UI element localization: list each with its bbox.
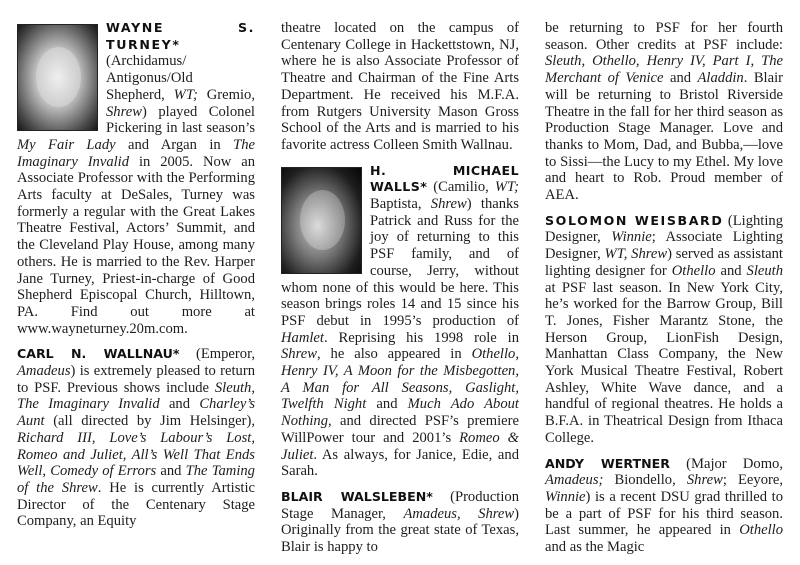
text-run: ) thanks Patrick and Russ for the joy of returning to this PSF family, and of course, Jerry, without whom none of this would be here. This season brings roles 14 and 15 since his PSF debut in 1995’s production of <box>281 196 519 329</box>
italic-title: WT; <box>173 86 198 103</box>
text-run: and as the Magic <box>545 539 645 556</box>
text-run: Baptista, <box>370 196 431 213</box>
italic-title: Othello, Henry IV, A Moon for the Misbegotten, A Man for All Seasons, Gaslight, Twelfth Night <box>281 346 519 413</box>
bio-text <box>281 20 519 153</box>
bio-text <box>17 346 255 529</box>
italic-title: Richard III, Love’s Labour’s Lost, Romeo and Juliet, All’s Well That Ends Well, Comedy of Errors <box>17 429 255 480</box>
bio-name: ANDY WERTNER <box>545 455 670 471</box>
text-run: and <box>366 396 408 413</box>
text-run: (Emperor, <box>179 346 255 363</box>
italic-title: Much Ado About Nothing <box>281 396 519 430</box>
text-run: ) served as assistant lighting designer for <box>545 246 783 279</box>
text-run: ) played Colonel Pickering in last season’s <box>106 103 255 137</box>
face-shape <box>36 47 81 107</box>
italic-title: Othello <box>671 262 716 279</box>
text-run: ) is a recent DSU grad thrilled to be a part of PSF for his third season. Last summer, he appeared in <box>545 488 783 539</box>
text-run: at PSF last season. In New York City, he’s worked for the Barrow Group, Bill T. Jones, Fisher Marantz Stone, the Herson Group, LionFish Design, Manhattan Class Company, the New York Musical Theatre Festival, Robert Ashley, White Wave dance, and a handful of regional theatres. He holds a B.F.A. in Theatrical Design from Ithaca College. <box>545 279 783 446</box>
italic-title: Aladdin <box>697 70 744 87</box>
text-run: and <box>159 396 200 413</box>
face-shape <box>300 190 345 250</box>
bio-blair-walsleben <box>281 489 519 556</box>
column-2 <box>281 20 519 565</box>
italic-title: The Imaginary Invalid <box>17 136 255 170</box>
bio-h-michael-walls <box>281 163 519 480</box>
italic-title: Othello <box>739 522 783 539</box>
bio-name: BLAIR WALSLEBEN* <box>281 488 433 504</box>
text-run: be returning to PSF for her fourth season. Other credits at PSF include: <box>545 20 783 53</box>
italic-title: Amadeus, Shrew <box>403 505 515 522</box>
italic-title: Shrew <box>106 103 142 120</box>
italic-title: Shrew <box>686 472 723 489</box>
text-run: , he also appeared in <box>316 346 472 363</box>
text-run: ; Associate Lighting Designer, <box>545 229 783 263</box>
bio-andy-wertner <box>545 456 783 556</box>
italic-title: Winnie <box>545 488 586 505</box>
italic-title: WT, Shrew <box>604 246 668 263</box>
italic-title: Shrew <box>281 346 317 363</box>
italic-title: Sleuth, The Imaginary Invalid <box>17 379 255 413</box>
bio-wayne-turney <box>17 20 255 337</box>
text-run: and <box>156 463 186 480</box>
text-run: (Camilio, <box>427 179 495 196</box>
italic-title: The Taming of the Shrew <box>17 463 255 496</box>
text-run: Gremio, <box>197 86 255 103</box>
bio-name: WAYNE S. TURNEY* <box>106 20 255 52</box>
text-run: (Production Stage Manager, <box>281 488 520 522</box>
italic-title: Amadeus; <box>545 472 604 489</box>
text-run: (all directed by Jim Helsinger), <box>44 413 255 430</box>
text-run: ) Originally from the great state of Texas, Blair is happy to <box>281 505 519 556</box>
text-run: and <box>715 262 747 279</box>
text-run: . He is currently Artistic Director of the Centenary Stage Company, an Equity <box>17 479 255 530</box>
portrait-photo <box>17 24 98 131</box>
text-run: theatre located on the campus of Centenary College in Hackettstown, NJ, where he is also Associate Professor of Theatre and Chairman of the Fine Arts Department. He received his M.F.A. from Rutgers University Mason Gross School of the Arts and is married to his favorite actress Colleen Smith Wallnau. <box>281 20 519 153</box>
bio-name: CARL N. WALLNAU* <box>17 346 180 362</box>
text-run: . As always, for Janice, Edie, and Sarah. <box>281 446 519 480</box>
bio-blair-walsleben-continued <box>545 20 783 204</box>
text-run: (Major Domo, <box>669 455 783 472</box>
text-run: ) is extremely pleased to return to PSF. Previous shows include <box>17 363 255 396</box>
text-run: , and directed PSF’s premiere WillPower tour and 2001’s <box>281 413 519 446</box>
text-run: Biondello, <box>603 472 687 489</box>
italic-title: Romeo & Juliet <box>281 429 519 463</box>
text-run: and Argan in <box>115 136 234 153</box>
column-1 <box>17 20 255 539</box>
text-run: and <box>663 70 698 87</box>
column-3 <box>545 20 783 565</box>
text-run: ; Eeyore, <box>722 472 783 489</box>
italic-title: Sleuth, Othello, Henry IV, Part I, The Merchant of Venice <box>545 53 783 87</box>
portrait-photo <box>281 167 362 274</box>
text-run: . Reprising his 1998 role in <box>323 329 519 346</box>
text-run: . Blair will be returning to Bristol Riverside Theatre in the fall for her third season as Production Stage Manager. Love and thanks to Mom, Dad, and Bubba,—love to Sissi—the Lucy to my Ethel. My love and heart to Rob. Proud member of AEA. <box>545 70 783 204</box>
italic-title: Winnie <box>611 229 652 246</box>
bio-name: SOLOMON WEISBARD <box>545 212 724 228</box>
bio-text <box>545 213 783 446</box>
bio-carl-wallnau-continued <box>281 20 519 154</box>
italic-title: Amadeus <box>17 363 71 380</box>
italic-title: Charley’s Aunt <box>17 396 256 430</box>
italic-title: Shrew <box>430 196 467 213</box>
italic-title: Hamlet <box>281 329 324 346</box>
italic-title: My Fair Lady <box>17 136 116 153</box>
text-run: (Archidamus/ Antigonus/Old Shepherd, <box>106 53 193 103</box>
bio-name: H. MICHAEL WALLS* <box>370 162 519 195</box>
bio-carl-wallnau <box>17 346 255 530</box>
bio-solomon-weisbard <box>545 213 783 447</box>
italic-title: Sleuth <box>746 262 784 279</box>
text-run: (Lighting Designer, <box>545 212 783 246</box>
text-run: in 2005. Now an Associate Professor with the Performing Arts faculty at DeSales, Turney was formerly a regular with the Great Lakes Theatre Festival, Actors’ Summit, and the Cleveland Play House, among many others. He is married to the Rev. Harper Jane Turney, Priest-in-charge of Good Shepherd Episcopal Church, Hilltown, PA. Find out more at www.wayneturney.20m.com. <box>17 153 255 337</box>
italic-title: WT; <box>494 179 519 196</box>
bio-text <box>545 20 783 203</box>
